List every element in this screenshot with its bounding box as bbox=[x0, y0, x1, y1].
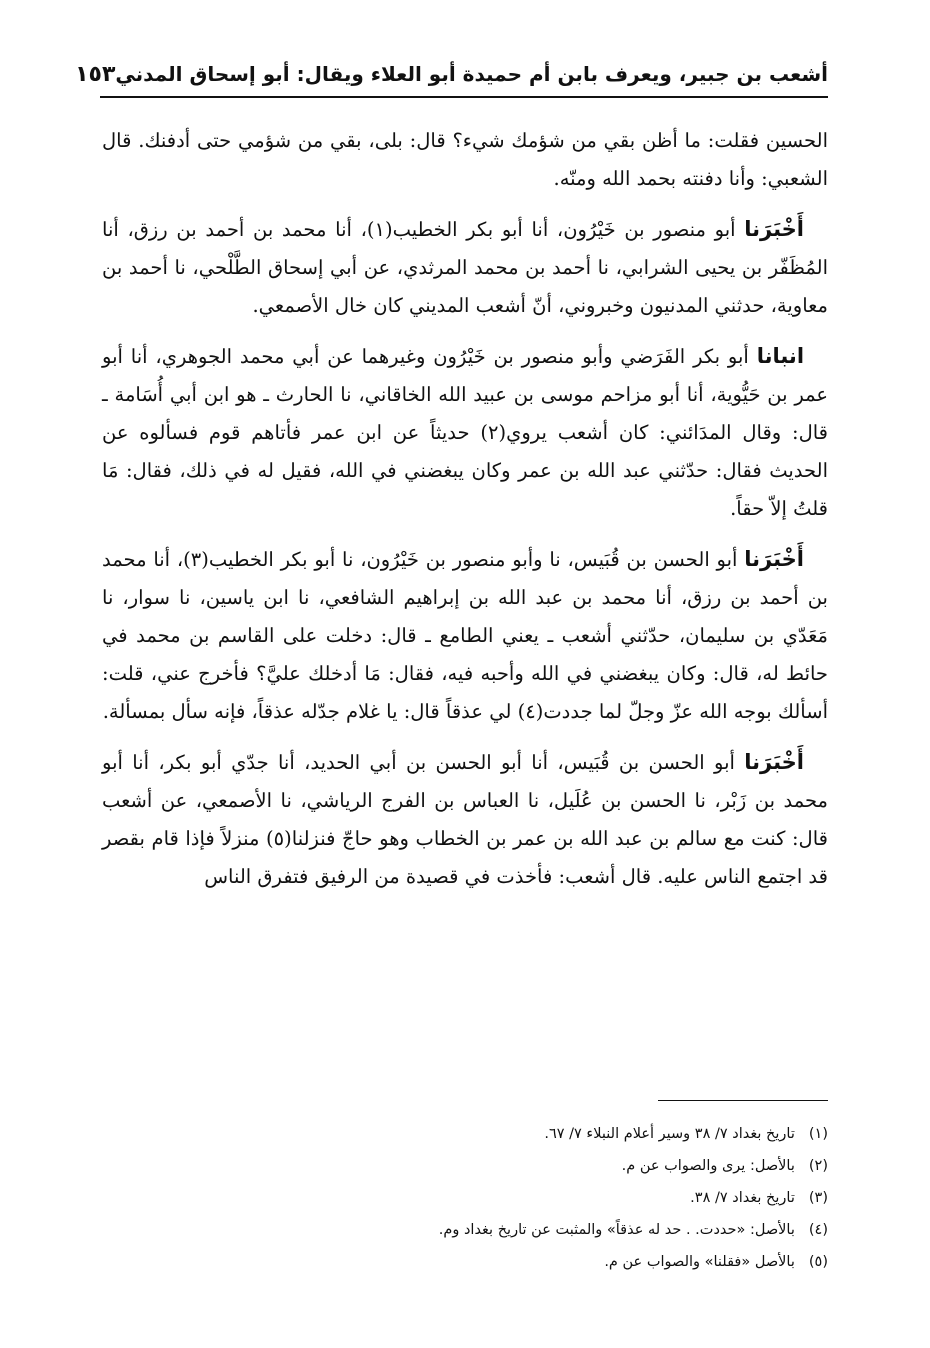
footnote bbox=[102, 1118, 828, 1150]
paragraph-lead-word: أَخْبَرَنا bbox=[744, 217, 804, 241]
footnote-number: (٤) bbox=[808, 1222, 828, 1238]
page-header bbox=[75, 52, 828, 98]
footnote-text: بالأصل: «حددت. . حد له عذقاً» والمثبت عن تاريخ بغداد وم. bbox=[438, 1222, 795, 1238]
footnote-separator bbox=[658, 1100, 828, 1101]
paragraph-lead-word: أَخْبَرَنا bbox=[744, 750, 805, 774]
footnote-number: (٣) bbox=[808, 1190, 828, 1206]
paragraph-lead-word: أَخْبَرَنا bbox=[744, 547, 804, 571]
running-title: أشعب بن جبير، ويعرف بابن أم حميدة أبو العلاء ويقال: أبو إسحاق المدني bbox=[115, 62, 828, 86]
footnote-number: (٢) bbox=[808, 1158, 828, 1174]
page-number: ١٥٣ bbox=[75, 61, 116, 87]
footnote bbox=[102, 1214, 828, 1246]
paragraph bbox=[102, 743, 828, 896]
footnote bbox=[102, 1182, 828, 1214]
paragraph-text: أبو بكر الفَرَضي وأبو منصور بن خَيْرُون وغيرهما عن أبي محمد الجوهري، أنا أبو عمر بن حَيُّوية، أنا أبو مزاحم موسى بن عبيد الله الخاقاني، نا الحارث ـ هو ابن أبي أُسَامة ـ قال: وقال المدَائني: كان أشعب يروي(٢) حديثاً عن ابن عمر فأتاهم قوم فسألوه عن الحديث فقال: حدّثني عبد الله بن عمر وكان يبغضني في الله، فقيل له في ذلك، فقال: مَا قلتُ إلاّ حقاً. bbox=[102, 345, 829, 520]
paragraph bbox=[102, 210, 828, 325]
paragraph-text: أبو الحسن بن قُبَيس، أنا أبو الحسن بن أبي الحديد، أنا جدّي أبو بكر، أنا أبو محمد بن زَبْر، نا الحسن بن عُلَيل، نا العباس بن الفرج الرياشي، نا الأصمعي، عن أشعب قال: كنت مع سالم بن عبد الله بن عمر بن الخطاب وهو حاجّ فنزلنا(٥) منزلاً فإذا قام بقصر قد اجتمع الناس عليه. قال أشعب: فأخذت في قصيدة من الرفيق فتفرق الناس bbox=[102, 751, 828, 888]
paragraph-lead-word: انبانا bbox=[756, 344, 805, 368]
paragraph bbox=[102, 337, 828, 528]
paragraph-text: أبو الحسن بن قُبَيس، نا وأبو منصور بن خَيْرُون، نا أبو بكر الخطيب(٣)، أنا محمد بن أحمد بن رزق، أنا محمد بن عبد الله بن إبراهيم الشافعي، نا ابن ياسين، نا سوار، نا مَعَدّي بن سليمان، حدّثني أشعب ـ يعني الطامع ـ قال: دخلت على القاسم بن محمد في حائط له، قال: وكان يبغضني في الله وأحبه فيه، فقال: مَا أدخلك عليَّ؟ فأخرج عني، قلت: أسألك بوجه الله عزّ وجلّ لما جددت(٤) لي عذقاً قال: يا غلام جدّله عذقاً، فإنه سأل بمسألة. bbox=[102, 548, 828, 723]
footnote-text: تاريخ بغداد ٧/ ٣٨. bbox=[690, 1190, 795, 1206]
paragraph-text: الحسين فقلت: ما أظن بقي من شؤمك شيء؟ قال: بلى، بقي من شؤمي حتى أدفنك. قال الشعبي: وأنا دفنته بحمد الله ومنّه. bbox=[102, 129, 828, 190]
main-text bbox=[102, 122, 828, 908]
paragraph-text: أبو منصور بن خَيْرُون، أنا أبو بكر الخطيب(١)، أنا محمد بن أحمد بن رزق، أنا المُظَفّر بن يحيى الشرابي، نا أحمد بن محمد المرثدي، عن أبي إسحاق الطَّلْحي، نا أحمد بن معاوية، حدثني المدنيون وخبروني، أنّ أشعب المديني كان خال الأصمعي. bbox=[102, 218, 828, 317]
paragraph bbox=[102, 122, 828, 198]
footnote-text: بالأصل: يرى والصواب عن م. bbox=[621, 1158, 795, 1174]
footnote-text: تاريخ بغداد ٧/ ٣٨ وسير أعلام النبلاء ٧/ ٦٧. bbox=[544, 1126, 795, 1142]
footnote-number: (١) bbox=[808, 1126, 828, 1142]
footnote-number: (٥) bbox=[808, 1254, 828, 1270]
footnote bbox=[102, 1150, 828, 1182]
footnote bbox=[102, 1246, 828, 1278]
paragraph bbox=[102, 540, 828, 731]
footnote-text: بالأصل «فقلنا» والصواب عن م. bbox=[604, 1254, 795, 1270]
footnotes bbox=[102, 1118, 828, 1278]
